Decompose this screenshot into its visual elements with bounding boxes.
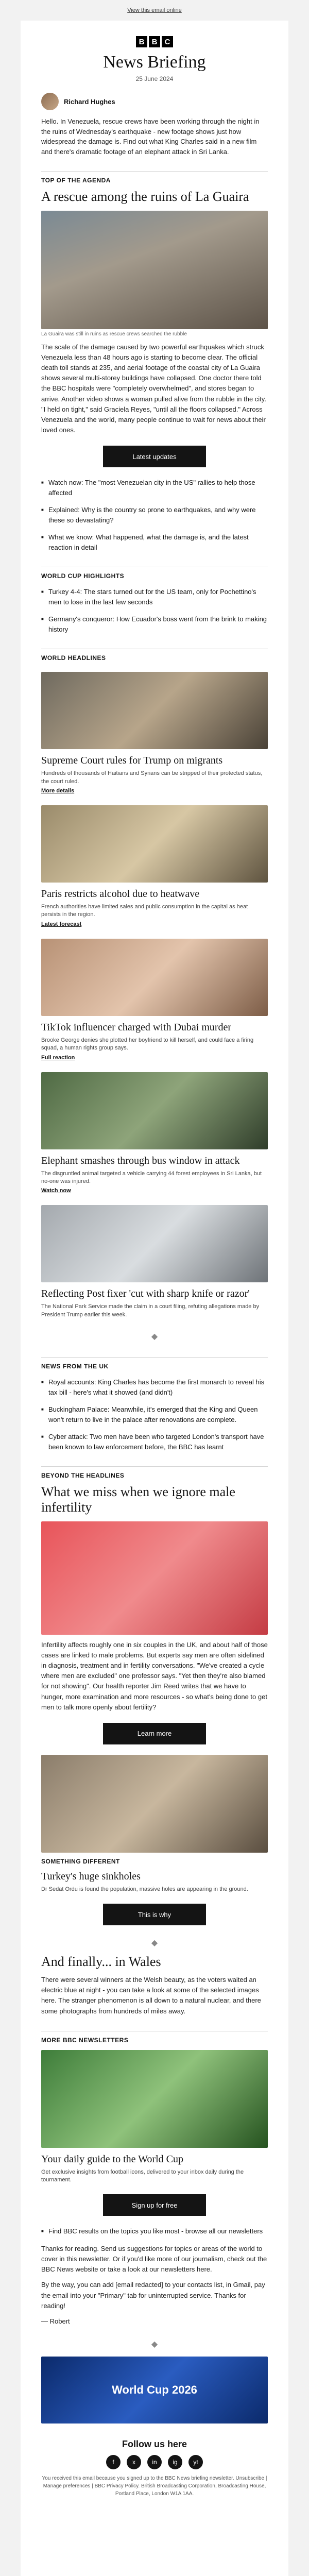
section-label-newsletters: MORE BBC NEWSLETTERS [41,2031,268,2044]
story-text: The National Park Service made the claim in a court filing, refuting allegations made by President Trump earlier this week. [41,1303,260,1318]
list-item[interactable]: ■ Turkey 4-4: The stars turned out for the US team, only for Pochettino's men to lose in the last few seconds [41,587,268,607]
newsletter-title: News Briefing [103,53,206,72]
story-image[interactable] [41,672,268,749]
story-link[interactable]: Full reaction [41,1054,75,1061]
separator-icon: ◆ [151,2340,158,2349]
beyond-body: Infertility affects roughly one in six couples in the UK, and about half of those cases are linked to male problems. But experts say men are often sidelined in diagnosis, treatment and in fertility conversations. "We've created a cycle where men are excluded" one professor says. "Yet then they're also blamed for not showing". Our health reporter Jim Reed writes that we have to hunger, more examination and more resources - so what's being done to get men to talk more openly about fertility? [41,1640,268,1711]
top-caption: La Guaira was still in ruins as rescue crews searched the rubble [41,331,187,337]
story-card [41,1205,268,1319]
different-headline[interactable]: Turkey's huge sinkholes [41,1870,141,1882]
section-label-world: WORLD HEADLINES [41,649,268,662]
sinkhole-image[interactable] [41,1755,268,1853]
beyond-image[interactable] [41,1521,268,1635]
logo-letter: B [149,36,160,47]
legal-text: You received this email because you signed up to the BBC News briefing newsletter. Unsubscribe | Manage preferences | BBC Privacy Policy. British Broadcasting Corporation, Broadcasting House, Portland Place, London W1A 1AA. [42,2475,267,2497]
list-item[interactable]: ■ What we know: What happened, what the damage is, and the latest reaction in detail [41,532,268,552]
story-card [41,939,268,1062]
story-link[interactable]: Latest forecast [41,921,82,927]
youtube-icon[interactable]: yt [188,2455,203,2469]
newsletter-bullets [41,2226,268,2236]
story-link[interactable]: More details [41,787,75,794]
story-card [41,672,268,795]
top-bullets [41,478,268,552]
learn-more-button[interactable]: Learn more [103,1723,206,1744]
social-links [41,2455,268,2469]
story-text: Hundreds of thousands of Haitians and Syrians can be stripped of their protected status, the court ruled. [41,770,263,785]
facebook-icon[interactable]: f [106,2455,121,2469]
section-label-top: TOP OF THE AGENDA [41,171,268,184]
story-title[interactable]: Supreme Court rules for Trump on migrants [41,755,223,767]
separator-icon: ◆ [151,1939,158,1948]
signoff-text-2: By the way, you can add [email redacted] to your contacts list, in Gmail, pay the email into your "Primary" tab for uninterrupted service. Thanks for reading! [41,2281,265,2310]
top-image[interactable] [41,211,268,329]
list-item[interactable]: ■ Explained: Why is the country so prone to earthquakes, and why were these so devastating? [41,505,268,525]
separator-icon: ◆ [151,1332,158,1342]
story-text: French authorities have limited sales and public consumption in the capital as heat persists in the region. [41,903,248,918]
story-image[interactable] [41,1072,268,1149]
world-cup-banner[interactable] [41,2357,268,2424]
different-text: Dr Sedat Ordu is found the population, massive holes are appearing in the ground. [41,1886,248,1892]
section-label-different: SOMETHING DIFFERENT [41,1857,120,1865]
story-card [41,1072,268,1195]
list-item[interactable]: ■ Cyber attack: Two men have been who targeted London's transport have been known to law enforcement before, the BBC has learnt [41,1432,268,1452]
author-avatar [41,93,59,110]
list-item[interactable]: ■ Royal accounts: King Charles has become the first monarch to reveal his tax bill - here's what it showed (and didn't) [41,1377,268,1397]
signoff-name: — Robert [41,2317,70,2325]
section-label-beyond: BEYOND THE HEADLINES [41,1466,268,1479]
section-label-uk: NEWS FROM THE UK [41,1357,268,1370]
beyond-headline[interactable]: What we miss when we ignore male infertility [41,1484,235,1515]
author-name: Richard Hughes [64,97,115,106]
logo-letter: B [136,36,147,47]
story-image[interactable] [41,805,268,883]
topbar [0,0,309,21]
signoff-text: Thanks for reading. Send us suggestions for topics or areas of the world to cover in this newsletter. Or if you'd like more of our journalism, check out the BBC News website or take a look at our newsletters here. [41,2244,267,2274]
finally-headline[interactable]: And finally... in Wales [41,1954,161,1970]
story-image[interactable] [41,939,268,1016]
follow-us-heading: Follow us here [122,2438,187,2449]
story-text: The disgruntled animal targeted a vehicle carrying 44 forest employees in Sri Lanka, but no-one was injured. [41,1170,262,1184]
story-title[interactable]: Reflecting Post fixer 'cut with sharp knife or razor' [41,1288,250,1300]
newsletter-text: Get exclusive insights from football icons, delivered to your inbox daily during the tournament. [41,2168,244,2183]
sign-up-button[interactable]: Sign up for free [103,2194,206,2216]
story-text: Brooke George denies she plotted her boyfriend to kill herself, and could face a firing squad, a human rights group says. [41,1037,254,1052]
list-item[interactable]: ■ Germany's conqueror: How Ecuador's boss went from the brink to making history [41,614,268,634]
linkedin-icon[interactable]: in [147,2455,162,2469]
footer [41,2439,268,2498]
uk-bullets [41,1377,268,1452]
list-item[interactable]: ■ Buckingham Palace: Meanwhile, it's emerged that the King and Queen won't return to live in the palace after renovations are complete. [41,1404,268,1425]
instagram-icon[interactable]: ig [168,2455,182,2469]
story-title[interactable]: Elephant smashes through bus window in attack [41,1155,240,1166]
world-cup-guide-image[interactable] [41,2050,268,2148]
list-item[interactable]: ■ Find BBC results on the topics you like most - browse all our newsletters [41,2226,268,2236]
this-is-why-button[interactable]: This is why [103,1904,206,1925]
newsletter-headline[interactable]: Your daily guide to the World Cup [41,2153,183,2165]
top-headline[interactable]: A rescue among the ruins of La Guaira [41,189,249,204]
x-icon[interactable]: x [127,2455,141,2469]
finally-body: There were several winners at the Welsh beauty, as the voters waited an electric blue at night - you can take a look at some of the selected images here. The stranger phenomenon is all down to a natural nuclear, and there some photographs from hundreds of miles away. [41,1976,261,2015]
story-image[interactable] [41,1205,268,1282]
latest-updates-button[interactable]: Latest updates [103,446,206,467]
bbc-logo [41,36,268,47]
list-item[interactable]: ■ Watch now: The "most Venezuelan city in the US" rallies to help those affected [41,478,268,498]
newsletter-card [21,21,288,2576]
section-label-world-cup: WORLD CUP HIGHLIGHTS [41,567,268,580]
banner-text: World Cup 2026 [112,2383,197,2396]
top-body: The scale of the damage caused by two powerful earthquakes which struck Venezuela less than 48 hours ago is starting to become clear. The official death toll stands at 235, and aerial footage of the coastal city of La Guaira shows several multi-storey buildings have collapsed. One doctor there told the BBC hospitals were "completely overwhelmed", and stores began to arrive. Another video shows a woman pulled alive from the rubble in the city. "I held on tight," said Graciela Reyes, "until all the floors collapsed." Across Venezuela and the world, many people continue to wait for news about their loved ones. [41,343,266,434]
story-title[interactable]: TikTok influencer charged with Dubai murder [41,1021,232,1033]
newsletter-date: 25 June 2024 [135,75,174,82]
story-title[interactable]: Paris restricts alcohol due to heatwave [41,888,200,900]
world-cup-bullets [41,587,268,634]
author-row [41,93,268,110]
intro-text: Hello. In Venezuela, rescue crews have been working through the night in the ruins of Wednesday's earthquake - new footage shows just how widespread the damage is. Find out what King Charles said in a new film and there's dramatic footage of an elephant attack in Sri Lanka. [41,117,260,156]
logo-letter: C [162,36,173,47]
view-online-link[interactable]: View this email online [127,7,182,13]
story-link[interactable]: Watch now [41,1188,71,1194]
story-card [41,805,268,928]
